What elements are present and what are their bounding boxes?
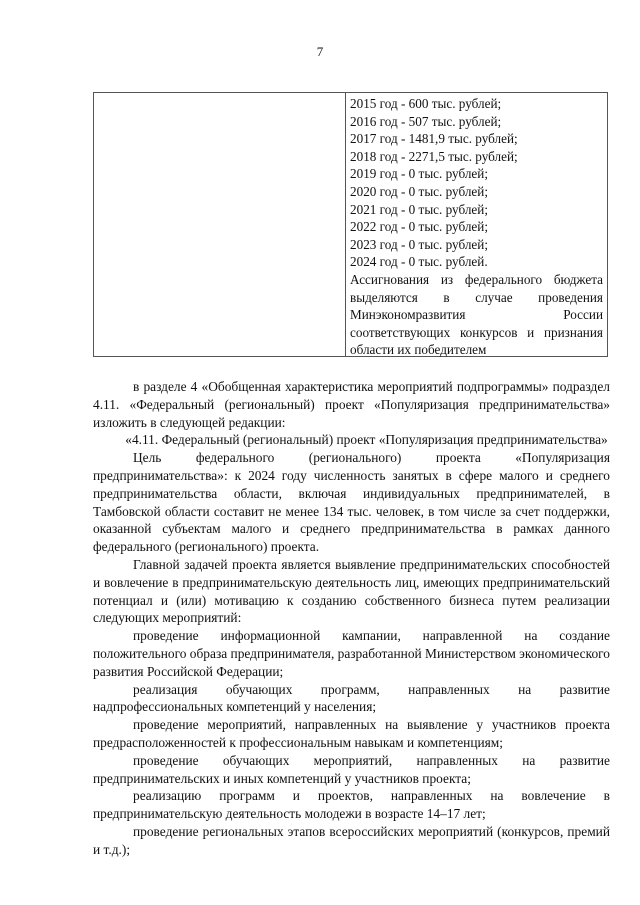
measure-item: реализацию программ и проектов, направленных на вовлечение в предпринимательскую деятельность молодежи в возрасте 14–17 лет; (93, 788, 610, 822)
financing-line: 2024 год - 0 тыс. рублей. (350, 254, 488, 270)
goal-paragraph: Цель федерального (регионального) проекта «Популяризация предпринимательства»: к 2024 году численность занятых в сфере малого и среднего предпринимательства области, включая индивидуальных предпринимателей, в Тамбовской области составит не менее 134 тыс. человек, в том числе за счет поддержки, оказанной субъектам малого и среднего предпринимательства в рамках данного федерального (регионального) проекта. (93, 450, 610, 555)
financing-line: 2019 год - 0 тыс. рублей; (350, 166, 488, 182)
financing-line: 2016 год - 507 тыс. рублей; (350, 113, 502, 129)
measure-item: реализация обучающих программ, направленных на развитие надпрофессиональных компетенций у населения; (93, 681, 610, 715)
intro-paragraph: в разделе 4 «Обобщенная характеристика мероприятий подпрограммы» подраздел 4.11. «Федеральный (региональный) проект «Популяризация предпринимательства» изложить в следующей редакции: (93, 379, 610, 430)
financing-line: 2020 год - 0 тыс. рублей; (350, 183, 488, 199)
financing-line: 2022 год - 0 тыс. рублей; (350, 219, 488, 235)
table-left-cell (94, 93, 346, 356)
task-paragraph: Главной задачей проекта является выявление предпринимательских способностей и вовлечение в предпринимательскую деятельность лиц, имеющих предпринимательский потенциал и (или) мотивацию к созданию собственного бизнеса путем реализации следующих мероприятий: (93, 556, 610, 626)
document-body (93, 378, 610, 859)
federal-budget-note: Ассигнования из федерального бюджета выделяются в случае проведения Минэкономразвития России соответствующих конкурсов и признания области их победителем (350, 271, 603, 358)
financing-table (93, 92, 608, 357)
measure-item: проведение обучающих мероприятий, направленных на развитие предпринимательских и иных компетенций у участников проекта; (93, 752, 610, 786)
financing-line: 2017 год - 1481,9 тыс. рублей; (350, 131, 518, 147)
financing-line: 2021 год - 0 тыс. рублей; (350, 201, 488, 217)
measure-item: проведение мероприятий, направленных на выявление у участников проекта предрасположенностей к профессиональным навыкам и компетенциям; (93, 717, 610, 750)
financing-line: 2023 год - 0 тыс. рублей; (350, 236, 488, 252)
table-right-cell (350, 95, 603, 359)
measure-item: проведение информационной кампании, направленной на создание положительного образа предпринимателя, разработанной Министерством экономического развития Российской Федерации; (93, 628, 611, 679)
page-number: 7 (316, 44, 324, 59)
section-heading: «4.11. Федеральный (региональный) проект «Популяризация предпринимательства» (125, 432, 608, 448)
measure-item: проведение региональных этапов всероссийских мероприятий (конкурсов, премий и т.д.); (93, 823, 610, 857)
financing-line: 2015 год - 600 тыс. рублей; (350, 96, 502, 111)
financing-line: 2018 год - 2271,5 тыс. рублей; (350, 148, 518, 164)
